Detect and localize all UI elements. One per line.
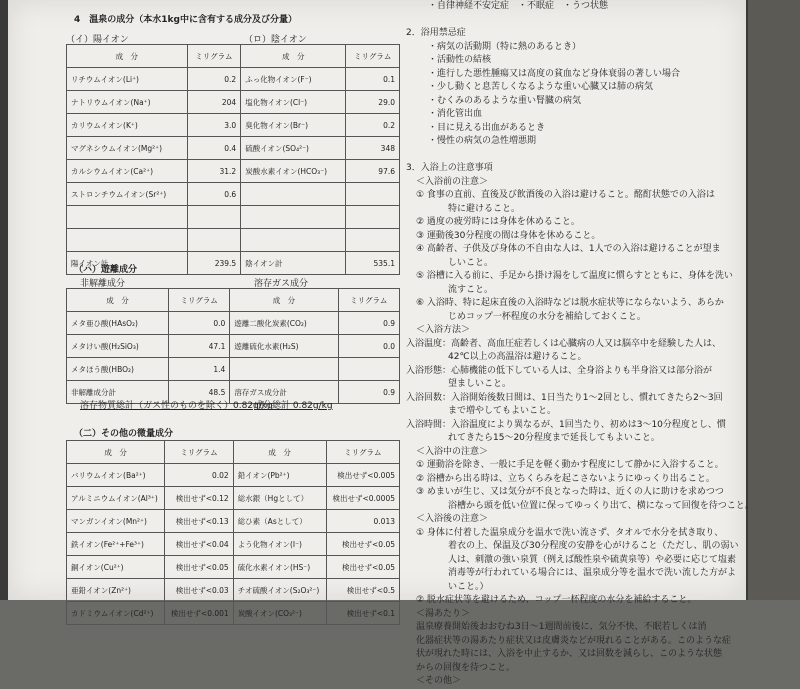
trace-component-row xyxy=(67,602,400,625)
component-value-cell: 0.0 xyxy=(168,312,229,335)
component-value-cell: 検出せず<0.03 xyxy=(165,579,233,602)
component-name-cell xyxy=(241,183,346,206)
free-component-row xyxy=(67,335,400,358)
trace-heading: （二）その他の微量成分 xyxy=(74,429,174,439)
notice-line: ① 運動浴を除き、一般に手足を軽く動かす程度にして静かに入浴すること。 xyxy=(416,460,724,470)
trace-components-table xyxy=(66,440,400,625)
notice-line: ＜入浴方法＞ xyxy=(416,325,471,335)
component-name-cell: メタほう酸(HBO₂) xyxy=(67,358,169,381)
table-header-row xyxy=(67,441,400,464)
component-value-cell: 検出せず<0.12 xyxy=(165,487,233,510)
notice-line: ② 浴槽から出る時は、立ちくらみを起こさないようにゆっくり出ること。 xyxy=(416,473,715,484)
notice-line xyxy=(406,14,742,28)
component-value-cell: 348 xyxy=(346,137,400,160)
section-title: 4 温泉の成分（本水1kg中に含有する成分及び分量） xyxy=(74,15,297,25)
component-name-cell: 遊離二酸化炭素(CO₂) xyxy=(230,312,338,335)
free-components-table xyxy=(66,288,400,404)
notice-line: ③ めまいが生じ、又は気分が不良となった時は、近くの人に助けを求めつつ xyxy=(416,487,724,497)
dissolved-total: 溶存物質総計（ガス性のものを除く）0.82g/kg xyxy=(80,401,273,411)
ion-row xyxy=(67,137,400,160)
component-value-cell: 239.5 xyxy=(187,252,241,275)
component-value-cell xyxy=(346,206,400,229)
component-name-cell: ふっ化物イオン(F⁻) xyxy=(241,68,346,91)
component-value-cell xyxy=(338,358,399,381)
notice-line: ② 脱水症状等を避けるため、コップ一杯程度の水分を補給すること。 xyxy=(416,595,697,605)
ion-row xyxy=(67,229,400,252)
notice-line: しいこと。 xyxy=(448,257,494,268)
component-value-cell: 検出せず<0.13 xyxy=(165,510,233,533)
component-value-cell: 0.2 xyxy=(346,114,400,137)
component-value-cell: 0.6 xyxy=(187,183,241,206)
notice-line: ＜入浴中の注意＞ xyxy=(416,446,489,457)
ion-row xyxy=(67,206,400,229)
notice-line: ⑤ 浴槽に入る前に、手足から掛け湯をして温度に慣らすとともに、身体を洗い xyxy=(416,271,733,281)
ion-row xyxy=(67,160,400,183)
component-value-cell: 検出せず<0.04 xyxy=(165,533,233,556)
column-header: 成 分 xyxy=(67,441,165,464)
column-header: 成 分 xyxy=(67,45,188,68)
notice-line: 消毒等が行われている場合には、温泉成分等を温水で洗い流した方がよ xyxy=(448,568,737,578)
notice-line: ・少し動くと息苦しくなるような重い心臓又は肺の病気 xyxy=(428,82,654,92)
column-header: ミリグラム xyxy=(165,441,233,464)
column-header: ミリグラム xyxy=(338,289,399,312)
notice-line: ・目に見える出血があるとき xyxy=(428,122,546,133)
column-header: 成 分 xyxy=(241,45,346,68)
notice-line: ① 身体に付着した温泉成分を温水で洗い流さず、タオルで水分を拭き取り、 xyxy=(416,527,724,538)
component-name-cell: 溶存ガス成分計 xyxy=(230,381,338,404)
component-name-cell: カドミウムイオン(Cd²⁺) xyxy=(67,602,165,625)
notice-line: 温泉療養開始後おおむね3日〜1週間前後に、気分不快、不眠若しくは消 xyxy=(416,622,707,632)
notice-line: いこと。） xyxy=(448,581,489,592)
component-value-cell: 0.1 xyxy=(346,68,400,91)
component-value-cell: 検出せず<0.05 xyxy=(326,533,399,556)
notice-line: まで増やしてもよいこと。 xyxy=(448,406,557,416)
component-name-cell: マグネシウムイオン(Mg²⁺) xyxy=(67,137,188,160)
component-name-cell: 炭酸イオン(CO₃²⁻) xyxy=(233,602,326,625)
component-value-cell: 検出せず<0.0005 xyxy=(326,487,399,510)
component-value-cell: 検出せず<0.5 xyxy=(326,579,399,602)
component-value-cell: 0.0 xyxy=(338,335,399,358)
component-name-cell: ストロンチウムイオン(Sr²⁺) xyxy=(67,183,188,206)
component-value-cell: 3.0 xyxy=(187,114,241,137)
column-header: 成 分 xyxy=(230,289,338,312)
component-name-cell: 炭酸水素イオン(HCO₃⁻) xyxy=(241,160,346,183)
notice-line: ・慢性の病気の急性増悪期 xyxy=(428,136,537,146)
notice-line: ② 過度の疲労時には身体を休めること。 xyxy=(416,217,580,227)
column-header: ミリグラム xyxy=(187,45,241,68)
component-name-cell xyxy=(241,206,346,229)
notice-line: 浴槽から頭を低い位置に保ってゆっくり出て、横になって回復を待つこと。 xyxy=(448,500,754,511)
component-name-cell: 塩化物イオン(Cl⁻) xyxy=(241,91,346,114)
notice-line: 3．入浴上の注意事項 xyxy=(406,163,493,173)
component-name-cell: 硫酸イオン(SO₄²⁻) xyxy=(241,137,346,160)
notice-line: 入浴回数：入浴開始後数日間は、1日当たり1〜2回とし、慣れてきたら2〜3回 xyxy=(406,392,723,403)
notice-line: 着衣の上、保温及び30分程度の安静を心がけること（ただし、肌の弱い xyxy=(448,541,739,551)
component-name-cell: メタ亜ひ酸(HAsO₂) xyxy=(67,312,169,335)
anion-heading: （ロ）陰イオン xyxy=(244,35,307,45)
notice-line: ・消化管出血 xyxy=(428,109,483,119)
component-name-cell: 臭化物イオン(Br⁻) xyxy=(241,114,346,137)
component-value-cell xyxy=(346,229,400,252)
ion-table xyxy=(66,44,400,275)
notice-line: ・病気の活動期（特に熱のあるとき） xyxy=(428,41,582,52)
component-name-cell: ナトリウムイオン(Na⁺) xyxy=(67,91,188,114)
column-header: ミリグラム xyxy=(168,289,229,312)
notice-line: 入浴形態：心肺機能の低下している人は、全身浴よりも半身浴又は部分浴が xyxy=(406,365,713,376)
component-name-cell: カリウムイオン(K⁺) xyxy=(67,114,188,137)
component-name-cell: 非解離成分計 xyxy=(67,381,169,404)
cation-heading: （イ）陽イオン xyxy=(66,35,129,45)
notice-line xyxy=(406,149,742,163)
notice-line: れてきたら15〜20分程度まで延長してもよいこと。 xyxy=(448,433,660,443)
ion-row xyxy=(67,68,400,91)
notice-line: 入浴温度：高齢者、高血圧症若しくは心臓病の人又は脳卒中を経験した人は、 xyxy=(406,338,722,349)
notice-line: ・進行した悪性腫瘍又は高度の貧血など身体衰弱の著しい場合 xyxy=(428,68,681,79)
table-header-row xyxy=(67,289,400,312)
component-value-cell: 535.1 xyxy=(346,252,400,275)
component-name-cell: マンガンイオン(Mn²⁺) xyxy=(67,510,165,533)
component-value-cell xyxy=(346,183,400,206)
table-header-row xyxy=(67,45,400,68)
free-component-row xyxy=(67,312,400,335)
component-name-cell: バリウムイオン(Ba²⁺) xyxy=(67,464,165,487)
component-value-cell: 29.0 xyxy=(346,91,400,114)
notice-line: 42℃以上の高温浴は避けること。 xyxy=(448,352,587,362)
column-header: ミリグラム xyxy=(346,45,400,68)
component-name-cell xyxy=(230,358,338,381)
component-value-cell: 31.2 xyxy=(187,160,241,183)
ion-row xyxy=(67,114,400,137)
notice-line: 望ましいこと。 xyxy=(448,379,512,389)
trace-component-row xyxy=(67,556,400,579)
notice-line: 流すこと。 xyxy=(448,284,494,295)
ion-row xyxy=(67,91,400,114)
hot-spring-analysis-sheet xyxy=(8,0,754,686)
component-value-cell: 1.4 xyxy=(168,358,229,381)
component-name-cell: カルシウムイオン(Ca²⁺) xyxy=(67,160,188,183)
notice-line: ・活動性の結核 xyxy=(428,55,492,65)
trace-component-row xyxy=(67,533,400,556)
component-name-cell xyxy=(67,206,188,229)
notice-line: ③ 運動後30分程度の間は身体を休めること。 xyxy=(416,230,601,241)
component-value-cell: 47.1 xyxy=(168,335,229,358)
component-name-cell xyxy=(241,229,346,252)
notice-line: ＜湯あたり＞ xyxy=(416,608,471,619)
component-value-cell: 0.9 xyxy=(338,381,399,404)
column-header: ミリグラム xyxy=(326,441,399,464)
component-name-cell: 遊離硫化水素(H₂S) xyxy=(230,335,338,358)
notice-line: ＜入浴後の注意＞ xyxy=(416,514,489,524)
notice-line: 特に避けること。 xyxy=(448,203,521,214)
component-name-cell: 陰イオン計 xyxy=(241,252,346,275)
component-value-cell: 0.4 xyxy=(187,137,241,160)
non-dissociated-heading: 非解離成分 xyxy=(80,279,126,289)
component-name-cell: 銅イオン(Cu²⁺) xyxy=(67,556,165,579)
component-name-cell: 鉄イオン(Fe²⁺+Fe³⁺) xyxy=(67,533,165,556)
component-name-cell: メタけい酸(H₂SiO₃) xyxy=(67,335,169,358)
trace-component-row xyxy=(67,579,400,602)
component-name-cell: アルミニウムイオン(Al³⁺) xyxy=(67,487,165,510)
notice-line: ＜その他＞ xyxy=(416,676,462,686)
notice-line: ④ 高齢者、子供及び身体の不自由な人は、1人での入浴は避けることが望ま xyxy=(416,244,721,254)
component-value-cell: 検出せず<0.001 xyxy=(165,602,233,625)
component-value-cell: 0.9 xyxy=(338,312,399,335)
notice-line: ・自律神経不安定症 ・不眠症 ・うつ状態 xyxy=(428,1,609,11)
notice-line: ① 食事の直前、直後及び飲酒後の入浴は避けること。酩酊状態での入浴は xyxy=(416,190,715,200)
total-components: 成分総計 0.82g/kg xyxy=(254,401,333,411)
component-name-cell: リチウムイオン(Li⁺) xyxy=(67,68,188,91)
notice-line: からの回復を待つこと。 xyxy=(416,662,516,673)
left-column xyxy=(22,0,402,618)
free-components-heading: （ハ）遊離成分 xyxy=(74,265,138,275)
dissolved-gas-heading: 溶存ガス成分 xyxy=(254,279,309,289)
notice-line: 入浴時間：入浴温度により異なるが、1回当たり、初めは3〜10分程度とし、慣 xyxy=(406,419,726,430)
component-name-cell: 陽イオン計 xyxy=(67,252,188,275)
component-name-cell: 亜鉛イオン(Zn²⁺) xyxy=(67,579,165,602)
component-value-cell: 0.013 xyxy=(326,510,399,533)
component-value-cell: 検出せず<0.05 xyxy=(165,556,233,579)
trace-component-row xyxy=(67,487,400,510)
column-header: 成 分 xyxy=(67,289,169,312)
component-value-cell: 204 xyxy=(187,91,241,114)
component-value-cell xyxy=(187,206,241,229)
notice-line: 化器症状等の湯あたり症状又は皮膚炎などが現れることがある。このような症 xyxy=(416,635,732,646)
column-header: 成 分 xyxy=(233,441,326,464)
component-value-cell: 97.6 xyxy=(346,160,400,183)
component-value-cell: 検出せず<0.005 xyxy=(326,464,399,487)
trace-component-row xyxy=(67,464,400,487)
component-name-cell: 鉛イオン(Pb²⁺) xyxy=(233,464,326,487)
component-value-cell: 検出せず<0.05 xyxy=(326,556,399,579)
component-name-cell: 総水銀（Hgとして） xyxy=(233,487,326,510)
notice-line: ・むくみのあるような重い腎臓の病気 xyxy=(428,95,582,106)
component-value-cell: 48.5 xyxy=(168,381,229,404)
notice-line: ⑥ 入浴時、特に起床直後の入浴時などは脱水症状等にならないよう、あらか xyxy=(416,298,724,308)
ion-row xyxy=(67,183,400,206)
component-name-cell: 硫化水素イオン(HS⁻) xyxy=(233,556,326,579)
notice-line: 状が現れた時には、入浴を中止するか、又は回数を減らし、このような状態 xyxy=(416,649,723,659)
component-name-cell: よう化物イオン(I⁻) xyxy=(233,533,326,556)
notice-line: 人は、刺激の強い泉質（例えば酸性泉や硫黄泉等）や必要に応じて塩素 xyxy=(448,554,737,565)
notice-line: じめコップ一杯程度の水分を補給しておくこと。 xyxy=(448,311,646,322)
component-name-cell: チオ硫酸イオン(S₂O₃²⁻) xyxy=(233,579,326,602)
component-value-cell xyxy=(187,229,241,252)
component-name-cell xyxy=(67,229,188,252)
free-component-row xyxy=(67,358,400,381)
component-value-cell: 0.02 xyxy=(165,464,233,487)
wall-background xyxy=(748,0,800,600)
right-column-text xyxy=(406,0,754,686)
notice-line: 2．浴用禁忌症 xyxy=(406,28,466,38)
trace-component-row xyxy=(67,510,400,533)
component-name-cell: 総ひ素（Asとして） xyxy=(233,510,326,533)
component-value-cell: 0.2 xyxy=(187,68,241,91)
component-value-cell: 検出せず<0.1 xyxy=(326,602,399,625)
notice-line: ＜入浴前の注意＞ xyxy=(416,176,489,187)
